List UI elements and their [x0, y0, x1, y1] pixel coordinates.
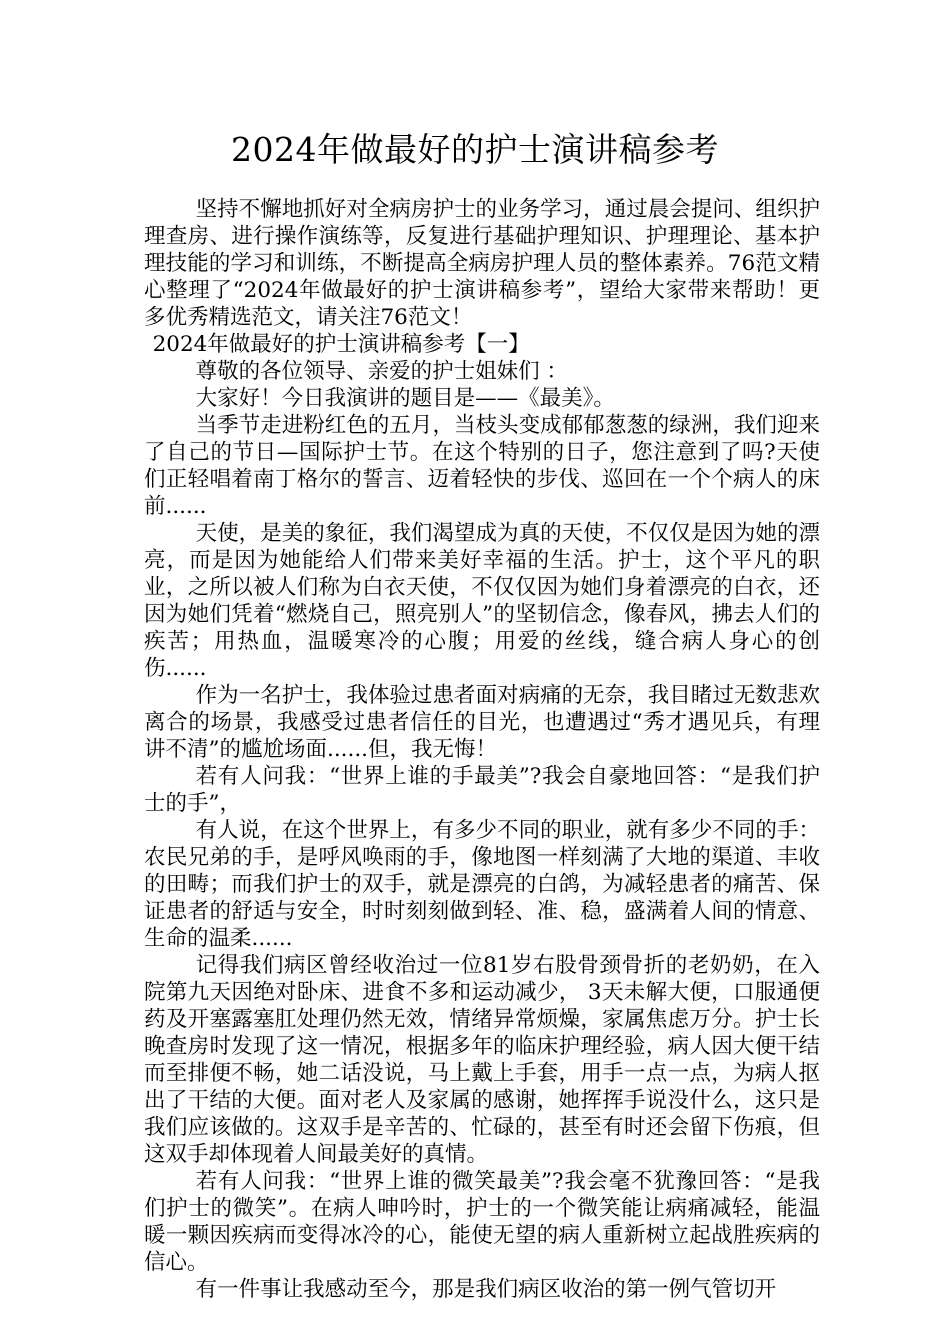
paragraph: 若有人问我：“世界上谁的微笑最美”?我会毫不犹豫回答：“是我们护士的微笑”。在病人呻吟时，护士的一个微笑能让病痛减轻，能温暖一颗因疾病而变得冰冷的心，能使无望的病人重新树立起战胜疾病的信心。: [144, 1169, 820, 1275]
document-title: 2024年做最好的护士演讲稿参考: [231, 130, 719, 169]
paragraph-salutation: 尊敬的各位领导、亲爱的护士姐妹们 ：: [195, 359, 568, 384]
paragraph: 若有人问我：“世界上谁的手最美”?我会自豪地回答：“是我们护士的手”，: [144, 764, 820, 816]
paragraph-greeting: 大家好！今日我演讲的题目是——《最美》。: [195, 386, 615, 411]
paragraph: 当季节走进粉红色的五月，当枝头变成郁郁葱葱的绿洲，我们迎来了自己的节日—国际护士节。在这个特别的日子，您注意到了吗?天使们正轻唱着南丁格尔的誓言、迈着轻快的步伐、巡回在一个个病人的床前......: [144, 413, 820, 519]
paragraph: 有人说，在这个世界上，有多少不同的职业，就有多少不同的手：农民兄弟的手，是呼风唤雨的手，像地图一样刻满了大地的渠道、丰收的田畴；而我们护士的双手，就是漂亮的白鸽，为减轻患者的痛苦、保证患者的舒适与安全，时时刻刻做到轻、准、稳，盛满着人间的情意、生命的温柔......: [144, 818, 820, 951]
paragraph: 天使，是美的象征，我们渴望成为真的天使，不仅仅是因为她的漂亮，而是因为她能给人们带来美好幸福的生活。护士，这个平凡的职业，之所以被人们称为白衣天使，不仅仅因为她们身着漂亮的白衣，还因为她们凭着“燃烧自己，照亮别人”的坚韧信念，像春风，拂去人们的疾苦；用热血，温暖寒冷的心腹；用爱的丝线，缝合病人身心的创伤......: [144, 521, 820, 681]
document-body: [144, 196, 820, 1303]
section-heading: 2024年做最好的护士演讲稿参考【一】: [152, 332, 530, 357]
paragraph: 记得我们病区曾经收治过一位81岁右股骨颈骨折的老奶奶，在入院第九天因绝对卧床、进食不多和运动减少， 3天未解大便，口服通便药及开塞露塞肛处理仍然无效，情绪异常烦燥，家属焦虑万分。护士长晚查房时发现了这一情况，根据多年的临床护理经验，病人因大便干结而至排便不畅，她二话没说，马上戴上手套，用手一点一点，为病人抠出了干结的大便。面对老人及家属的感谢，她挥挥手说没什么，这只是我们应该做的。这双手是辛苦的、忙碌的，甚至有时还会留下伤痕，但这双手却体现着人间最美好的真情。: [144, 953, 820, 1167]
paragraph: 有一件事让我感动至今，那是我们病区收治的第一例气管切开: [195, 1277, 777, 1302]
paragraph: 作为一名护士，我体验过患者面对病痛的无奈，我目睹过无数悲欢离合的场景，我感受过患者信任的目光，也遭遇过“秀才遇见兵，有理讲不清”的尴尬场面......但，我无悔！: [144, 683, 820, 762]
paragraph-intro: 坚持不懈地抓好对全病房护士的业务学习，通过晨会提问、组织护理查房、进行操作演练等，反复进行基础护理知识、护理理论、基本护理技能的学习和训练，不断提高全病房护理人员的整体素养。76范文精心整理了“2024年做最好的护士演讲稿参考”，望给大家带来帮助！更多优秀精选范文，请关注76范文！: [144, 197, 820, 330]
